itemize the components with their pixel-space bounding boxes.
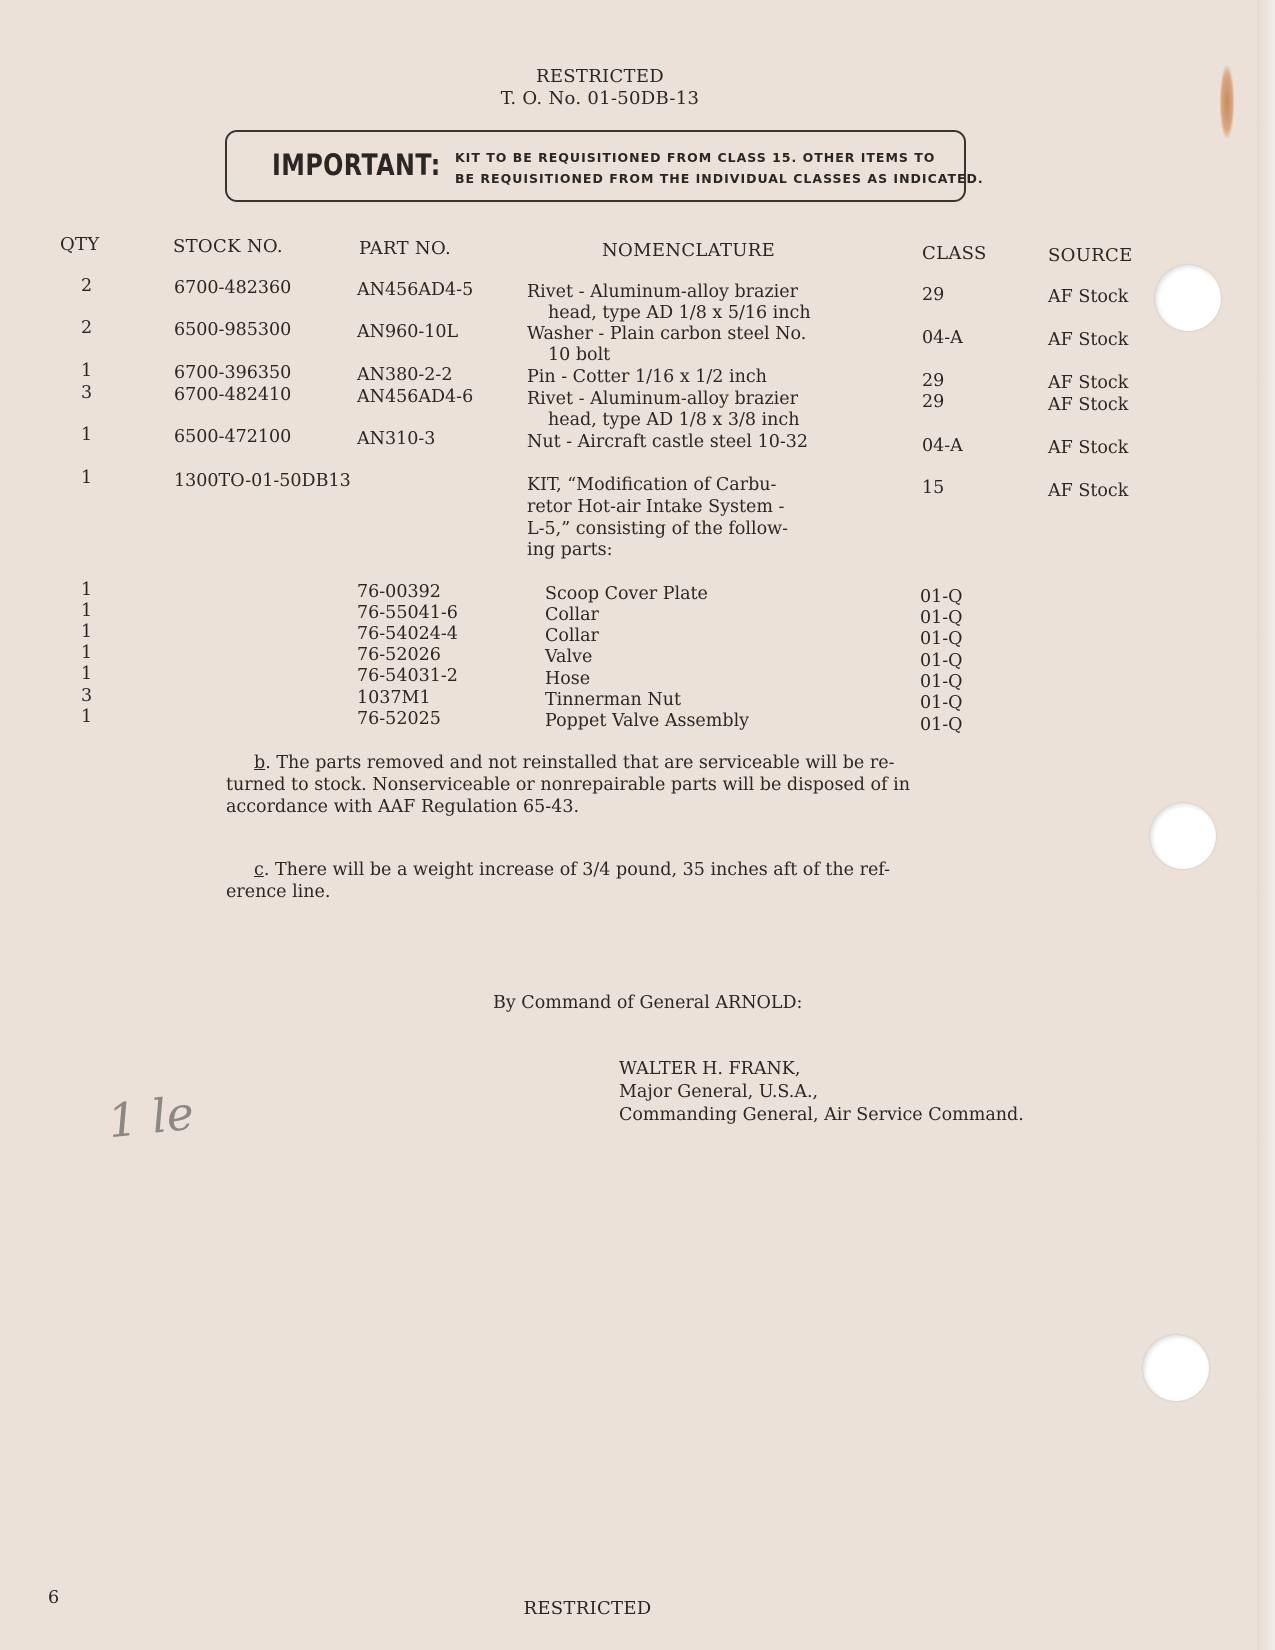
stock-cell: 1300TO-01-50DB13: [174, 471, 351, 491]
kit-nomenclature-line-1: KIT, “Modification of Carbu-: [527, 475, 777, 495]
part-cell: AN456AD4-6: [357, 387, 474, 407]
paragraph-c-line-1: [254, 860, 890, 882]
col-part-header: PART NO.: [359, 238, 451, 259]
paragraph-b-line-2: turned to stock. Nonserviceable or nonrepairable parts will be disposed of in: [226, 775, 910, 795]
part-cell: AN310-3: [357, 429, 436, 449]
qty-cell: 1: [81, 601, 93, 621]
qty-cell: 1: [81, 580, 93, 600]
qty-cell: 2: [81, 276, 93, 296]
nomenclature-cell: Washer - Plain carbon steel No.: [527, 324, 807, 344]
class-cell: 01-Q: [920, 629, 963, 649]
kit-nomenclature-line-2: retor Hot-air Intake System -: [527, 497, 785, 517]
stock-cell: 6500-985300: [174, 320, 292, 340]
source-cell: AF Stock: [1048, 395, 1129, 415]
part-cell: 1037M1: [357, 688, 431, 708]
nomenclature-cell-cont: head, type AD 1/8 x 3/8 inch: [548, 410, 800, 430]
qty-cell: 1: [81, 361, 93, 381]
nomenclature-cell: Collar: [545, 626, 599, 646]
binder-hole-middle: [1150, 803, 1216, 869]
nomenclature-cell: Nut - Aircraft castle steel 10-32: [527, 432, 809, 452]
source-cell: AF Stock: [1048, 287, 1129, 307]
signer-rank: Major General, U.S.A.,: [619, 1082, 819, 1102]
important-note: [455, 147, 984, 189]
col-source-header: SOURCE: [1048, 245, 1133, 266]
part-cell: 76-55041-6: [357, 603, 458, 623]
class-cell: 04-A: [922, 328, 963, 348]
class-cell: 15: [922, 478, 945, 498]
paragraph-b-line-1: [254, 753, 895, 775]
class-cell: 04-A: [922, 436, 963, 456]
part-cell: 76-00392: [357, 582, 441, 602]
footer-classification: RESTRICTED: [523, 1598, 652, 1619]
source-cell: AF Stock: [1048, 438, 1129, 458]
qty-cell: 1: [81, 664, 93, 684]
class-cell: 29: [922, 392, 945, 412]
important-line-1: KIT TO BE REQUISITIONED FROM CLASS 15. OTHER ITEMS TO: [455, 150, 936, 165]
qty-cell: 1: [81, 425, 93, 445]
class-cell: 01-Q: [920, 587, 963, 607]
signer-title: Commanding General, Air Service Command.: [619, 1105, 1024, 1125]
qty-cell: 3: [81, 383, 93, 403]
part-cell: AN960-10L: [357, 322, 459, 342]
binder-hole-bottom: [1143, 1335, 1209, 1401]
page-number: 6: [48, 1588, 60, 1608]
nomenclature-cell: Scoop Cover Plate: [545, 584, 708, 604]
part-cell: 76-54024-4: [357, 624, 458, 644]
part-cell: 76-52026: [357, 645, 441, 665]
stock-cell: 6500-472100: [174, 427, 292, 447]
col-stock-header: STOCK NO.: [173, 236, 283, 257]
command-line: By Command of General ARNOLD:: [493, 993, 803, 1013]
class-cell: 29: [922, 285, 945, 305]
source-cell: AF Stock: [1048, 330, 1129, 350]
important-label: IMPORTANT:: [272, 148, 441, 182]
class-cell: 01-Q: [920, 693, 963, 713]
qty-cell: 1: [81, 622, 93, 642]
part-cell: AN380-2-2: [357, 365, 453, 385]
nomenclature-cell: Rivet - Aluminum-alloy brazier: [527, 282, 798, 302]
col-qty-header: QTY: [60, 234, 100, 255]
class-cell: 01-Q: [920, 651, 963, 671]
to-number: T. O. No. 01-50DB-13: [500, 88, 700, 109]
paragraph-b-line-3: accordance with AAF Regulation 65-43.: [226, 797, 580, 817]
nomenclature-cell: Rivet - Aluminum-alloy brazier: [527, 389, 798, 409]
binder-hole-top: [1155, 265, 1221, 331]
kit-nomenclature-line-3: L-5,” consisting of the follow-: [527, 519, 789, 539]
nomenclature-cell-cont: 10 bolt: [548, 345, 611, 365]
nomenclature-cell: Pin - Cotter 1/16 x 1/2 inch: [527, 367, 767, 387]
source-cell: AF Stock: [1048, 373, 1129, 393]
nomenclature-cell: Tinnerman Nut: [545, 690, 682, 710]
important-line-2: BE REQUISITIONED FROM THE INDIVIDUAL CLASSES AS INDICATED.: [455, 171, 984, 186]
class-cell: 01-Q: [920, 608, 963, 628]
paragraph-c-text: . There will be a weight increase of 3/4 pound, 35 inches aft of the ref-: [263, 860, 891, 880]
kit-nomenclature-line-4: ing parts:: [527, 540, 613, 560]
class-cell: 01-Q: [920, 715, 963, 735]
col-class-header: CLASS: [922, 243, 987, 264]
col-nomenclature-header: NOMENCLATURE: [602, 240, 776, 261]
nomenclature-cell: Valve: [545, 647, 593, 667]
rust-stain: [1220, 66, 1234, 138]
signer-name: WALTER H. FRANK,: [619, 1059, 801, 1079]
handwritten-mark: 1 le: [105, 1085, 197, 1149]
stock-cell: 6700-396350: [174, 363, 292, 383]
stock-cell: 6700-482360: [174, 278, 292, 298]
paragraph-c-line-2: erence line.: [226, 882, 331, 902]
part-cell: 76-54031-2: [357, 666, 458, 686]
paragraph-b-label: b: [254, 753, 266, 773]
header-classification: RESTRICTED: [535, 66, 665, 87]
nomenclature-cell: Collar: [545, 605, 599, 625]
nomenclature-cell: Hose: [545, 669, 591, 689]
qty-cell: 3: [81, 686, 93, 706]
class-cell: 01-Q: [920, 672, 963, 692]
qty-cell: 2: [81, 318, 93, 338]
class-cell: 29: [922, 371, 945, 391]
stock-cell: 6700-482410: [174, 385, 292, 405]
nomenclature-cell-cont: head, type AD 1/8 x 5/16 inch: [548, 303, 811, 323]
paragraph-b-text: . The parts removed and not reinstalled that are serviceable will be re-: [265, 753, 895, 773]
part-cell: 76-52025: [357, 709, 441, 729]
part-cell: AN456AD4-5: [357, 280, 474, 300]
nomenclature-cell: Poppet Valve Assembly: [545, 711, 750, 731]
page-edge: [1257, 0, 1275, 1650]
qty-cell: 1: [81, 707, 93, 727]
qty-cell: 1: [81, 643, 93, 663]
source-cell: AF Stock: [1048, 481, 1129, 501]
paragraph-c-label: c: [254, 860, 264, 880]
important-notice-box: [225, 130, 984, 202]
qty-cell: 1: [81, 468, 93, 488]
